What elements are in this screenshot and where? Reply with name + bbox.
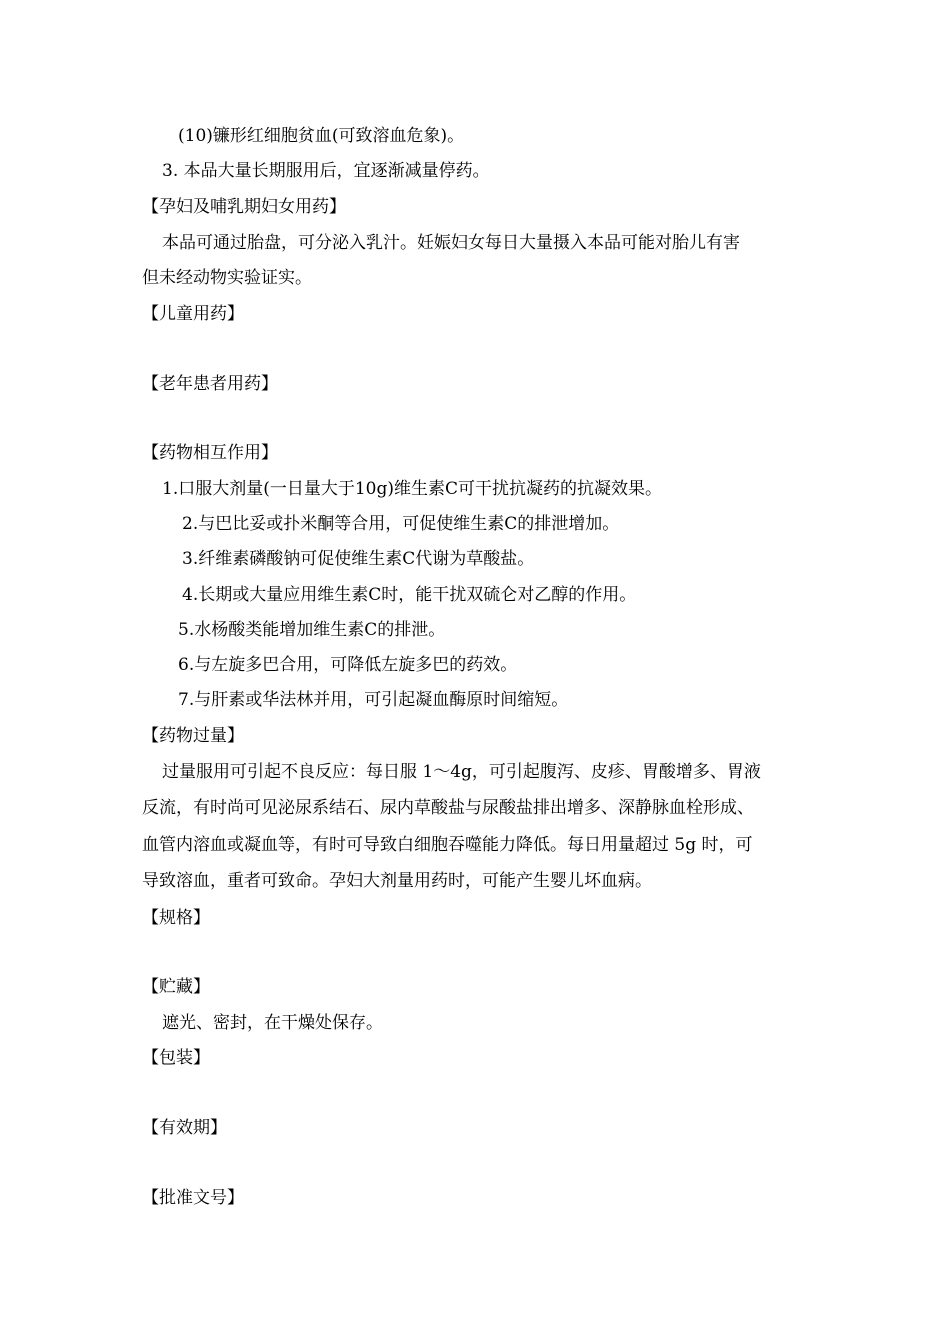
- overdose-text-line: 导致溶血，重者可致命。孕妇大剂量用药时，可能产生婴儿坏血病。: [142, 871, 652, 891]
- approval-number-heading: 【批准文号】: [142, 1188, 244, 1208]
- interactions-heading: 【药物相互作用】: [142, 443, 278, 463]
- contraindication-item-3: 3. 本品大量长期服用后，宜逐渐减量停药。: [162, 161, 490, 181]
- overdose-heading: 【药物过量】: [142, 726, 244, 746]
- overdose-text-line: 反流，有时尚可见泌尿系结石、尿内草酸盐与尿酸盐排出增多、深静脉血栓形成、: [142, 798, 754, 818]
- interaction-item: 3.纤维素磷酸钠可促使维生素C代谢为草酸盐。: [182, 549, 535, 569]
- elderly-heading: 【老年患者用药】: [142, 374, 278, 394]
- children-heading: 【儿童用药】: [142, 304, 244, 324]
- pregnancy-text-line: 本品可通过胎盘，可分泌入乳汁。妊娠妇女每日大量摄入本品可能对胎儿有害: [162, 233, 740, 253]
- interaction-item: 5.水杨酸类能增加维生素C的排泄。: [178, 620, 446, 640]
- interaction-item: 6.与左旋多巴合用，可降低左旋多巴的药效。: [178, 655, 518, 675]
- storage-text: 遮光、密封，在干燥处保存。: [162, 1013, 383, 1033]
- overdose-text-line: 过量服用可引起不良反应：每日服 1～4g，可引起腹泻、皮疹、胃酸增多、胃液: [162, 762, 761, 782]
- packaging-heading: 【包装】: [142, 1048, 210, 1068]
- pregnancy-text-line: 但未经动物实验证实。: [142, 268, 312, 288]
- interaction-item: 1.口服大剂量(一日量大于10g)维生素C可干扰抗凝药的抗凝效果。: [162, 479, 663, 499]
- interaction-item: 7.与肝素或华法林并用，可引起凝血酶原时间缩短。: [178, 690, 569, 710]
- overdose-text-line: 血管内溶血或凝血等，有时可导致白细胞吞噬能力降低。每日用量超过 5g 时，可: [142, 835, 753, 855]
- contraindication-item-10: (10)镰形红细胞贫血(可致溶血危象)。: [178, 126, 465, 146]
- storage-heading: 【贮藏】: [142, 977, 210, 997]
- interaction-item: 2.与巴比妥或扑米酮等合用，可促使维生素C的排泄增加。: [182, 514, 620, 534]
- specification-heading: 【规格】: [142, 908, 210, 928]
- pregnancy-heading: 【孕妇及哺乳期妇女用药】: [142, 197, 346, 217]
- validity-heading: 【有效期】: [142, 1118, 227, 1138]
- interaction-item: 4.长期或大量应用维生素C时，能干扰双硫仑对乙醇的作用。: [182, 585, 637, 605]
